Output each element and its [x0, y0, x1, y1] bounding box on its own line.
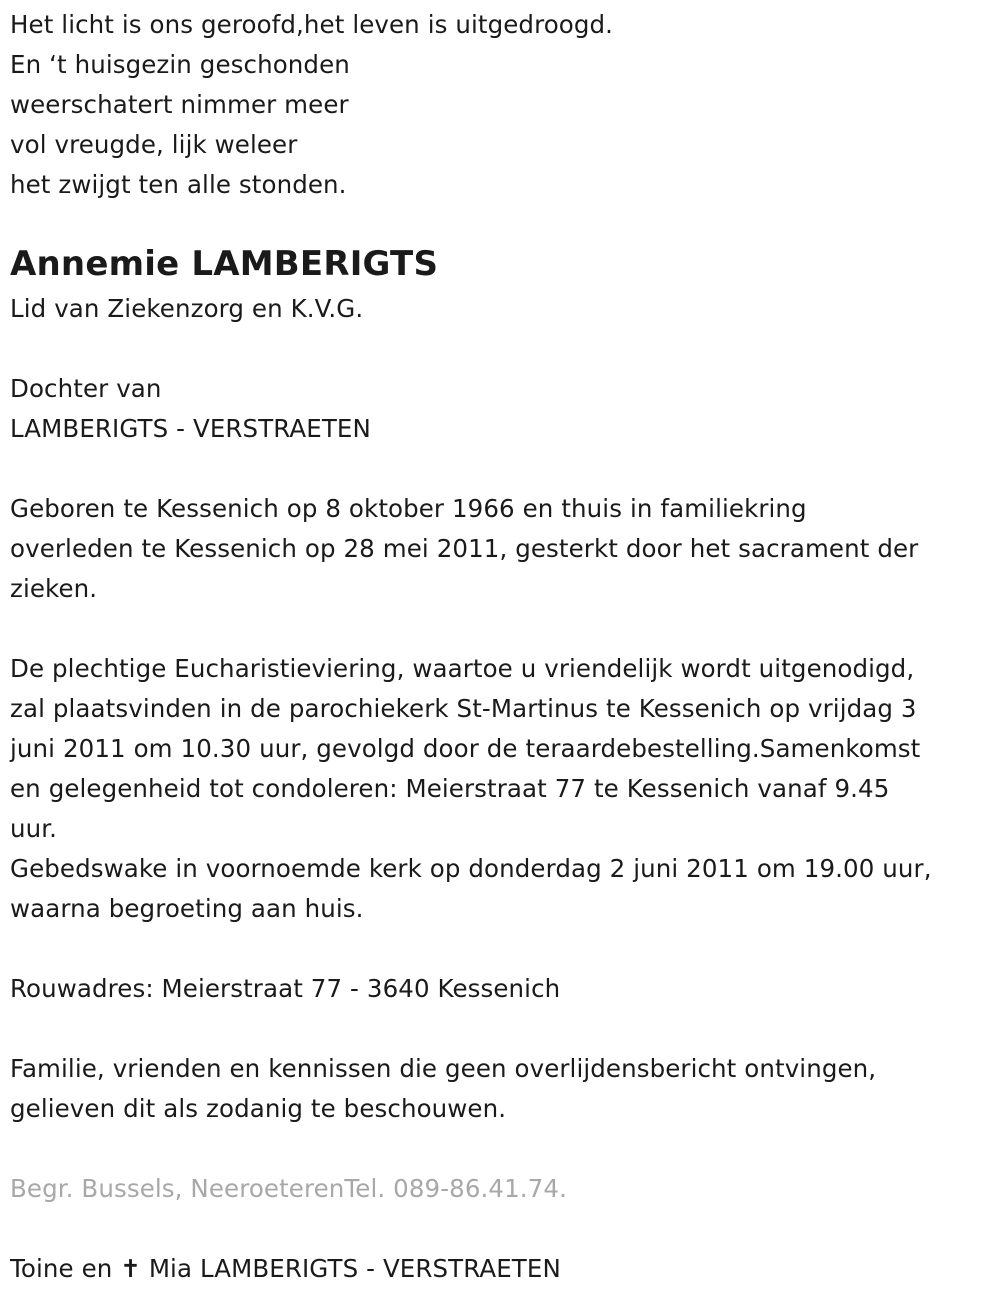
- spacer: [10, 1009, 1000, 1049]
- signature-prefix: Toine en: [10, 1254, 113, 1283]
- poem-line: vol vreugde, lijk weleer: [10, 130, 298, 159]
- membership: Lid van Ziekenzorg en K.V.G.: [10, 294, 364, 323]
- signature-names: Mia LAMBERIGTS - VERSTRAETEN: [148, 1254, 561, 1283]
- paragraph-line: gelieven dit als zodanig te beschouwen.: [10, 1094, 507, 1123]
- spacer: [10, 609, 1000, 649]
- paragraph-line: overleden te Kessenich op 28 mei 2011, gesterkt door het sacrament der: [10, 534, 919, 563]
- deceased-block: [10, 239, 1000, 329]
- parents-block: [10, 369, 1000, 449]
- mourning-address: Rouwadres: Meierstraat 77 - 3640 Kessenich: [10, 974, 561, 1003]
- parents-label: Dochter van: [10, 374, 162, 403]
- parents-names: LAMBERIGTS - VERSTRAETEN: [10, 414, 371, 443]
- poem-line: Het licht is ons geroofd,het leven is uitgedroogd.: [10, 10, 614, 39]
- paragraph-line: Gebedswake in voornoemde kerk op donderdag 2 juni 2011 om 19.00 uur,: [10, 854, 932, 883]
- spacer: [10, 929, 1000, 969]
- poem: [10, 5, 1000, 205]
- notice-paragraph: [10, 1049, 1000, 1129]
- spacer: [10, 449, 1000, 489]
- paragraph-line: juni 2011 om 10.30 uur, gevolgd door de teraardebestelling.Samenkomst: [10, 734, 921, 763]
- ceremony-paragraph: [10, 649, 1000, 929]
- poem-line: En ‘t huisgezin geschonden: [10, 50, 350, 79]
- paragraph-line: zal plaatsvinden in de parochiekerk St-Martinus te Kessenich op vrijdag 3: [10, 694, 917, 723]
- spacer: [10, 1129, 1000, 1169]
- paragraph-line: Geboren te Kessenich op 8 oktober 1966 en thuis in familiekring: [10, 494, 807, 523]
- undertaker-info: Begr. Bussels, NeeroeterenTel. 089-86.41.74.: [10, 1174, 567, 1203]
- spacer: [10, 1209, 1000, 1249]
- paragraph-line: uur.: [10, 814, 58, 843]
- paragraph-line: waarna begroeting aan huis.: [10, 894, 364, 923]
- spacer: [10, 329, 1000, 369]
- cross-icon: ✝: [120, 1254, 141, 1283]
- paragraph-line: en gelegenheid tot condoleren: Meierstraat 77 te Kessenich vanaf 9.45: [10, 774, 890, 803]
- signature: [10, 1249, 1000, 1289]
- poem-line: het zwijgt ten alle stonden.: [10, 170, 347, 199]
- birth-death-paragraph: [10, 489, 1000, 609]
- paragraph-line: Familie, vrienden en kennissen die geen overlijdensbericht ontvingen,: [10, 1054, 877, 1083]
- deceased-name: Annemie LAMBERIGTS: [10, 244, 439, 284]
- poem-line: weerschatert nimmer meer: [10, 90, 349, 119]
- paragraph-line: De plechtige Eucharistieviering, waartoe u vriendelijk wordt uitgenodigd,: [10, 654, 915, 683]
- paragraph-line: zieken.: [10, 574, 98, 603]
